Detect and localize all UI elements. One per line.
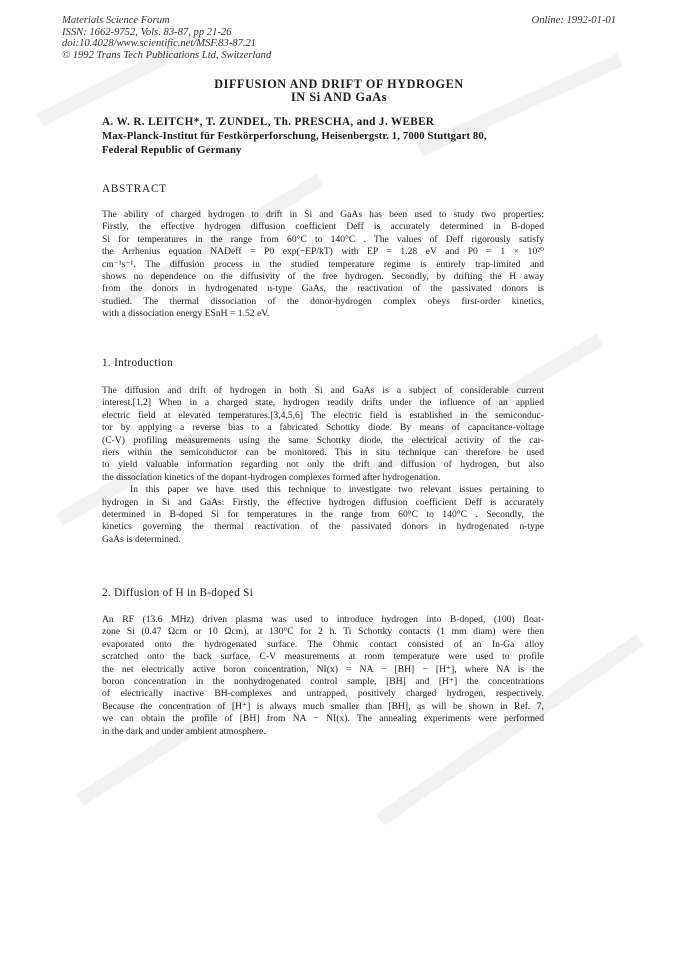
introduction-line: determined in B-doped Si for temperatures in the range from 60°C to 140°C . Secondly, the xyxy=(102,508,544,520)
section-2-line: in the dark and under ambient atmosphere. xyxy=(102,725,266,737)
introduction-line: electric field at elevated temperatures.[3,4,5,6] The electric field is established in the semiconduc- xyxy=(102,409,544,421)
section-2-line: zone Si (0.47 Ωcm or 10 Ωcm), at 130°C for 2 h. Ti Schottky contacts (1 mm diam) were then xyxy=(102,626,544,638)
introduction-line: GaAs is determined. xyxy=(102,533,181,545)
abstract-line: from the donors in hydrogenated n-type GaAs, the reactivation of the passivated donors is xyxy=(102,283,544,295)
introduction-line: In this paper we have used this technique to investigate two relevant issues pertaining to xyxy=(130,484,544,496)
abstract-line: cm⁻¹s⁻¹. The diffusion process in the studied temperature regime is entirely trap-limited and xyxy=(102,258,544,270)
introduction-heading: 1. Introduction xyxy=(102,357,173,369)
introduction-line: tor by applying a reverse bias to a fabricated Schottky diode. By means of capacitance-voltage xyxy=(102,422,544,434)
affiliation-line-1: Max-Planck-Institut für Festkörperforschung, Heisenbergstr. 1, 7000 Stuttgart 80, xyxy=(102,130,487,142)
title-line-2: IN Si AND GaAs xyxy=(290,90,388,104)
authors: A. W. R. LEITCH*, T. ZUNDEL, Th. PRESCHA, and J. WEBER xyxy=(102,116,435,128)
introduction-line: to yield valuable information regarding not only the drift and diffusion of hydrogen, but also xyxy=(102,459,544,471)
affiliation xyxy=(102,129,487,157)
section-2-body xyxy=(102,614,544,738)
abstract-line: the Arrhenius equation NADeff = P0 exp(−EP/kT) with EP = 1.28 eV and P0 = 1 × 10²⁰ xyxy=(102,246,544,258)
abstract-line: studied. The thermal dissociation of the donor-hydrogen complex obeys first-order kinetics, xyxy=(102,295,544,307)
paper-title xyxy=(0,78,678,104)
abstract-line: with a dissociation energy ESnH = 1.52 eV. xyxy=(102,308,270,320)
section-2-line: we can obtain the profile of [BH] from NA − NI(x). The annealing experiments were performed xyxy=(102,713,544,725)
introduction-line: interest.[1,2] When in a charged state, hydrogen readily drifts under the influence of an applied xyxy=(102,397,544,409)
affiliation-line-2: Federal Republic of Germany xyxy=(102,144,242,156)
section-2-line: scratched onto the back surface. C-V measurements at room temperature were used to profile xyxy=(102,651,544,663)
introduction-body xyxy=(102,385,544,546)
title-line-1: DIFFUSION AND DRIFT OF HYDROGEN xyxy=(214,77,464,91)
introduction-line: The diffusion and drift of hydrogen in both Si and GaAs is a subject of considerable current xyxy=(102,385,544,396)
section-2-line: of electrically inactive BH-complexes and untrapped, positively charged hydrogen, respectively. xyxy=(102,688,544,700)
section-2-heading: 2. Diffusion of H in B-doped Si xyxy=(102,587,254,599)
section-2-line: evaporated onto the hydrogenated surface. The Ohmic contact consisted of an In-Ga alloy xyxy=(102,638,544,650)
abstract-line: Firstly, the effective hydrogen diffusion coefficient Deff is accurately determined in B-doped xyxy=(102,221,544,233)
section-2-line: Because the concentration of [H⁺] is always much smaller than [BH], as will be shown in Ref. 7, xyxy=(102,700,544,712)
introduction-line: kinetics governing the thermal reactivation of the passivated donors in hydrogenated n-type xyxy=(102,521,544,533)
abstract-line: Si for temperatures in the range from 60°C to 140°C . The values of Deff rigorously satisfy xyxy=(102,233,544,245)
section-2-line: the net electrically active boron concentration, NI(x) = NA − [BH] − [H⁺], where NA is the xyxy=(102,663,544,675)
section-2-line: An RF (13.6 MHz) driven plasma was used to introduce hydrogen into B-doped, (100) float- xyxy=(102,614,544,625)
issn-line: ISSN: 1662-9752, Vols. 83-87, pp 21-26 xyxy=(62,26,232,38)
publication-meta xyxy=(62,15,271,61)
journal-name: Materials Science Forum xyxy=(62,15,170,26)
abstract-body xyxy=(102,209,544,321)
introduction-line: the dissociation kinetics of the dopant-hydrogen complexes formed after hydrogenation. xyxy=(102,471,441,483)
abstract-line: shows no dependence on the diffusivity of the free hydrogen. Secondly, by drifting the H away xyxy=(102,270,544,282)
doi-link[interactable]: doi:10.4028/www.scientific.net/MSF.83-87.21 xyxy=(62,38,257,49)
copyright-line: © 1992 Trans Tech Publications Ltd, Switzerland xyxy=(62,49,272,61)
introduction-line: riers within the semiconductor can be monitored. This in situ technique can therefore be used xyxy=(102,446,544,458)
section-2-line: boron concentration in the nonhydrogenated control sample, [BH] and [H⁺] the concentrations xyxy=(102,675,544,687)
abstract-line: The ability of charged hydrogen to drift in Si and GaAs has been used to study two properties: xyxy=(102,209,544,220)
online-date: Online: 1992-01-01 xyxy=(531,15,616,26)
introduction-line: hydrogen in Si and GaAs: Firstly, the effective hydrogen diffusion coefficient Deff is accurately xyxy=(102,496,544,508)
abstract-heading: ABSTRACT xyxy=(102,183,167,195)
introduction-line: (C-V) profiling measurements using the same Schottky diode, the electrical activity of the car- xyxy=(102,434,544,446)
